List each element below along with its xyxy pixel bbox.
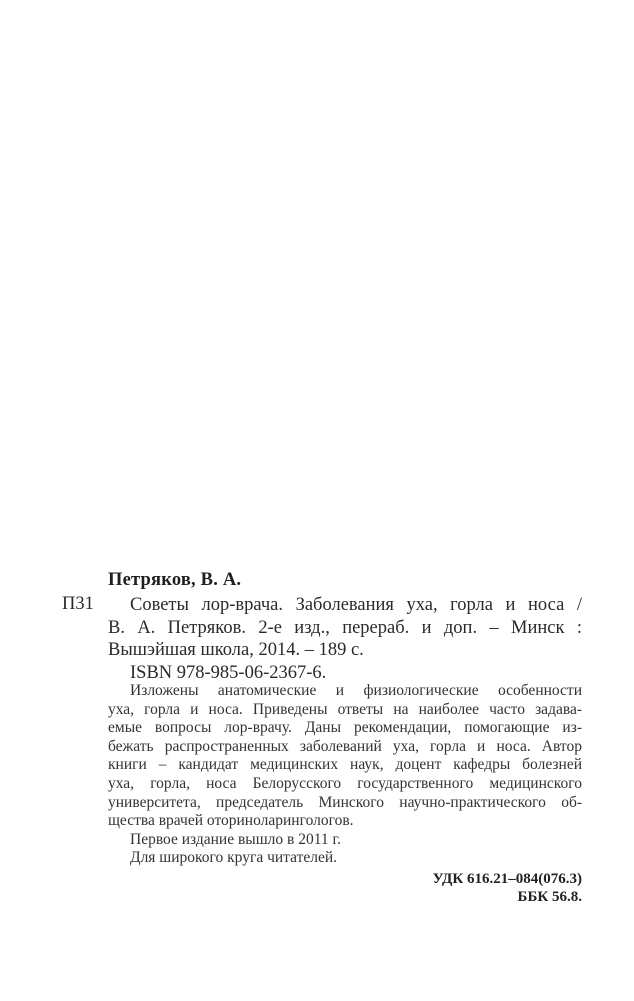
audience-note: Для широкого круга читателей. xyxy=(130,849,338,867)
udk-code: УДК 616.21–084(076.3) xyxy=(432,871,582,887)
annotation-line: бежать распространенных заболеваний уха, горла и носа. Автор xyxy=(108,737,582,755)
biblio-publisher-line: Вышэйшая школа, 2014. – 189 с. xyxy=(108,640,364,660)
annotation-line: Изложены анатомические и физиологические особенности xyxy=(130,682,582,699)
author-sign-code: П31 xyxy=(62,594,94,614)
first-edition-note: Первое издание вышло в 2011 г. xyxy=(130,830,341,848)
annotation-line: уха, горла, носа Белорусского государственного медицинского xyxy=(108,774,582,792)
annotation-line: щества врачей оториноларингологов. xyxy=(108,812,354,830)
bibliographic-description xyxy=(108,594,582,684)
annotation-line: университета, председатель Минского научно-практического об- xyxy=(108,793,582,811)
biblio-edition-line: В. А. Петряков. 2-е изд., перераб. и доп. – Минск : xyxy=(108,617,582,638)
classification-codes xyxy=(433,870,582,906)
isbn: ISBN 978-985-06-2367-6. xyxy=(130,662,327,683)
annotation xyxy=(108,682,582,868)
author-heading: Петряков, В. А. xyxy=(108,570,242,590)
annotation-line: уха, горла и носа. Приведены ответы на наиболее часто задава- xyxy=(108,700,582,718)
biblio-title-line: Советы лор-врача. Заболевания уха, горла и носа / xyxy=(130,595,582,615)
bbk-code: ББК 56.8. xyxy=(517,889,582,905)
annotation-line: книги – кандидат медицинских наук, доцент кафедры болезней xyxy=(108,756,582,774)
annotation-line: емые вопросы лор-врачу. Даны рекомендации, помогающие из- xyxy=(108,719,582,737)
